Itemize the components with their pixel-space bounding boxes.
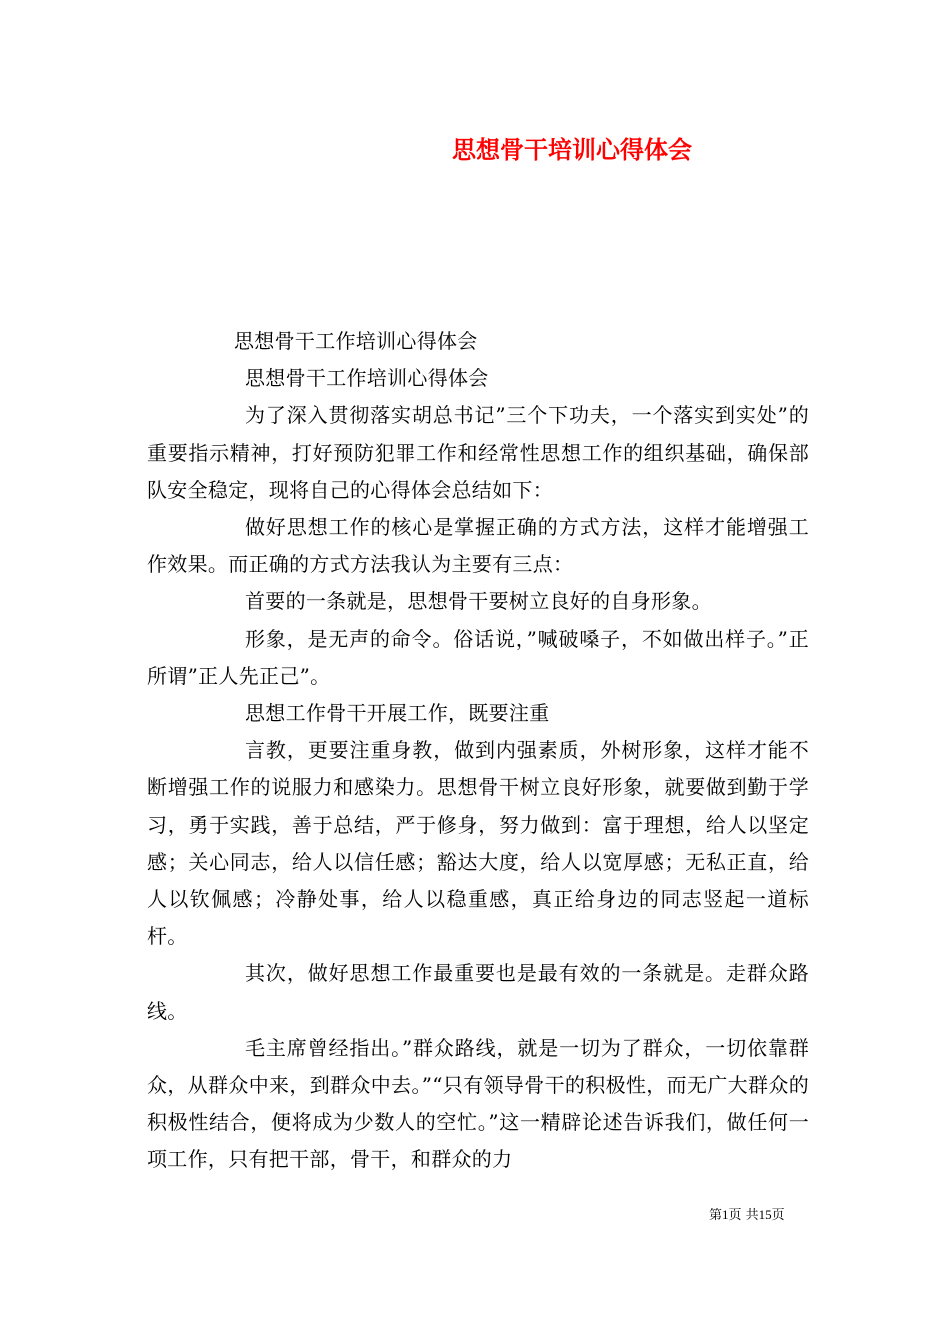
paragraph: 思想工作骨干开展工作，既要注重 xyxy=(245,701,550,726)
document-body xyxy=(147,323,809,1179)
footer-suffix: 页 xyxy=(771,1208,785,1223)
paragraph: 为了深入贯彻落实胡总书记”三个下功夫，一个落实到实处”的重要指示精神，打好预防犯罪工作和经常性思想工作的组织基础，确保部队安全稳定，现将自己的心得体会总结如下： xyxy=(147,403,809,502)
paragraph: 做好思想工作的核心是掌握正确的方式方法，这样才能增强工作效果。而正确的方式方法我认为主要有三点： xyxy=(147,515,809,577)
paragraph: 其次，做好思想工作最重要也是最有效的一条就是。走群众路线。 xyxy=(147,961,809,1023)
paragraph: 形象，是无声的命令。俗话说，”喊破嗓子，不如做出样子。”正所谓”正人先正己”。 xyxy=(147,626,809,688)
footer-total-pages: 15 xyxy=(758,1207,772,1222)
paragraph: 言教，更要注重身教，做到内强素质，外树形象，这样才能不断增强工作的说服力和感染力。思想骨干树立良好形象，就要做到勤于学习，勇于实践，善于总结，严于修身，努力做到：富于理想，给人以坚定感；关心同志，给人以信任感；豁达大度，给人以宽厚感；无私正直，给人以钦佩感；冷静处事，给人以稳重感，真正给身边的同志竖起一道标杆。 xyxy=(147,738,809,949)
paragraph: 思想骨干工作培训心得体会 xyxy=(234,329,478,353)
footer-middle: 页 共 xyxy=(728,1208,759,1223)
footer-prefix: 第 xyxy=(709,1208,723,1223)
footer-page-number: 1 xyxy=(722,1207,729,1222)
paragraph: 首要的一条就是，思想骨干要树立良好的自身形象。 xyxy=(245,589,712,614)
page-footer xyxy=(709,1206,785,1225)
document-title: 思想骨干培训心得体会 xyxy=(452,135,692,164)
paragraph: 思想骨干工作培训心得体会 xyxy=(245,366,489,391)
paragraph: 毛主席曾经指出。”群众路线，就是一切为了群众，一切依靠群众，从群众中来，到群众中去。”“只有领导骨干的积极性，而无广大群众的积极性结合，便将成为少数人的空忙。”这一精辟论述告诉我们，做任何一项工作，只有把干部，骨干，和群众的力 xyxy=(147,1035,809,1172)
